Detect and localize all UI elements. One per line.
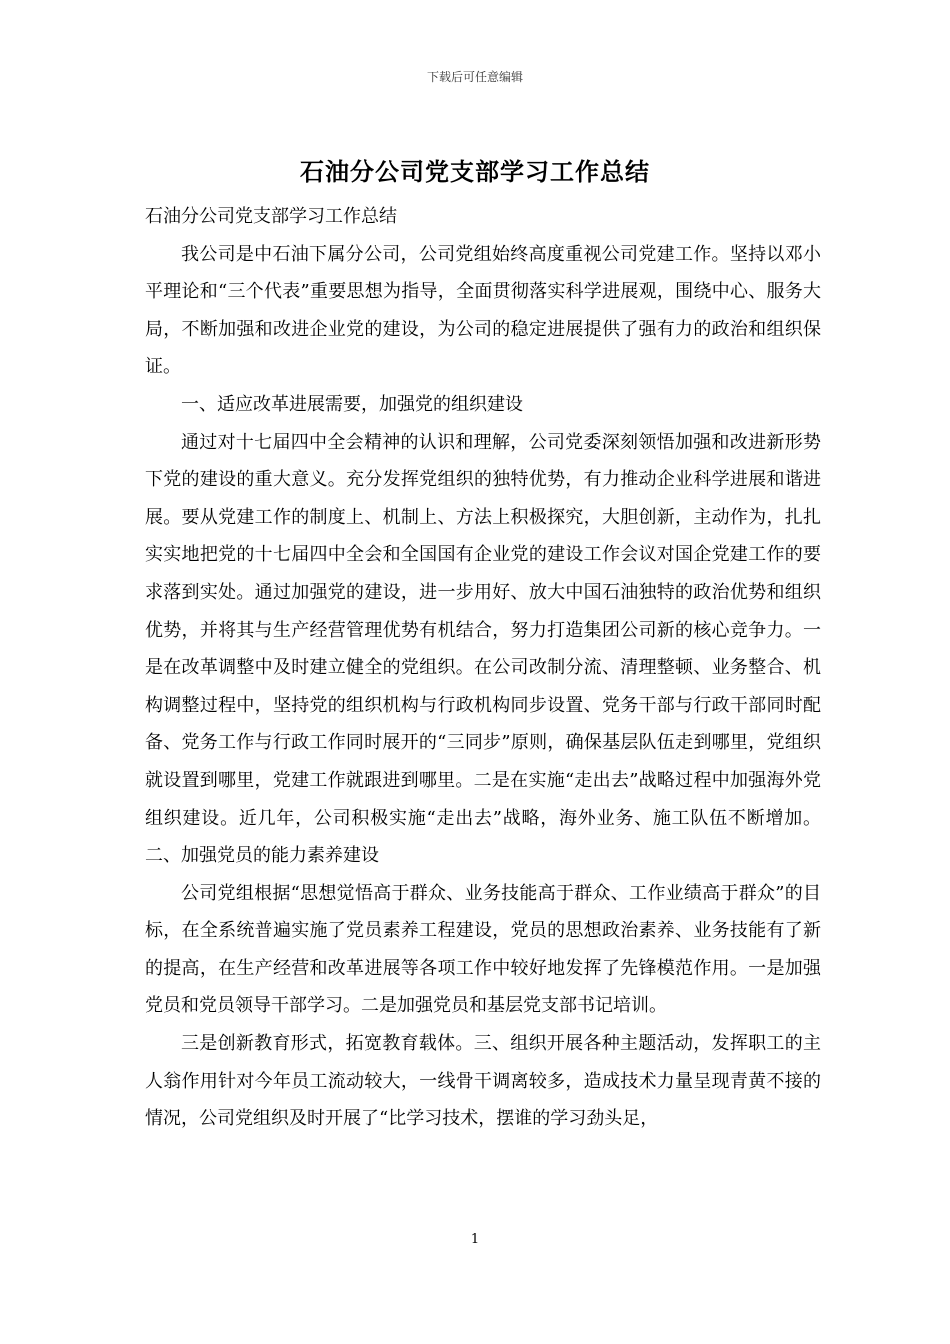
- body-paragraph: 三是创新教育形式，拓宽教育载体。三、组织开展各种主题活动，发挥职工的主人翁作用针对今年员工流动较大，一线骨干调离较多，造成技术力量呈现青黄不接的情况，公司党组织及时开展了“比学习技术，摆谁的学习劲头足，: [145, 1033, 821, 1130]
- body-paragraph: 公司党组根据“思想觉悟高于群众、业务技能高于群众、工作业绩高于群众”的目标，在全系统普遍实施了党员素养工程建设，党员的思想政治素养、业务技能有了新的提高，在生产经营和改革进展等各项工作中较好地发挥了先锋模范作用。一是加强党员和党员领导干部学习。二是加强党员和基层党支部书记培训。: [145, 882, 821, 1017]
- header-note: 下载后可任意编辑: [426, 70, 523, 84]
- intro-paragraph: 我公司是中石油下属分公司，公司党组始终高度重视公司党建工作。坚持以邓小平理论和“三个代表”重要思想为指导，全面贯彻落实科学进展观，围绕中心、服务大局，不断加强和改进企业党的建设，为公司的稳定进展提供了强有力的政治和组织保证。: [145, 243, 821, 378]
- document-body: [145, 198, 821, 1138]
- subtitle-paragraph: 石油分公司党支部学习工作总结: [145, 206, 397, 227]
- page-number: 1: [470, 1232, 480, 1247]
- section-heading-1: 一、适应改革进展需要，加强党的组织建设: [181, 393, 523, 415]
- document-title: 石油分公司党支部学习工作总结: [300, 157, 650, 186]
- body-paragraph: 通过对十七届四中全会精神的认识和理解，公司党委深刻领悟加强和改进新形势下党的建设的重大意义。充分发挥党组织的独特优势，有力推动企业科学进展和谐进展。要从党建工作的制度上、机制上、方法上积极探究，大胆创新，主动作为，扎扎实实地把党的十七届四中全会和全国国有企业党的建设工作会议对国企党建工作的要求落到实处。通过加强党的建设，进一步用好、放大中国石油独特的政治优势和组织优势，并将其与生产经营管理优势有机结合，努力打造集团公司新的核心竞争力。一是在改革调整中及时建立健全的党组织。在公司改制分流、清理整顿、业务整合、机构调整过程中，坚持党的组织机构与行政机构同步设置、党务干部与行政干部同时配备、党务工作与行政工作同时展开的“三同步”原则，确保基层队伍走到哪里，党组织就设置到哪里，党建工作就跟进到哪里。二是在实施“走出去”战略过程中加强海外党组织建设。近几年，公司积极实施“走出去”战略，海外业务、施工队伍不断增加。二、加强党员的能力素养建设: [145, 431, 821, 867]
